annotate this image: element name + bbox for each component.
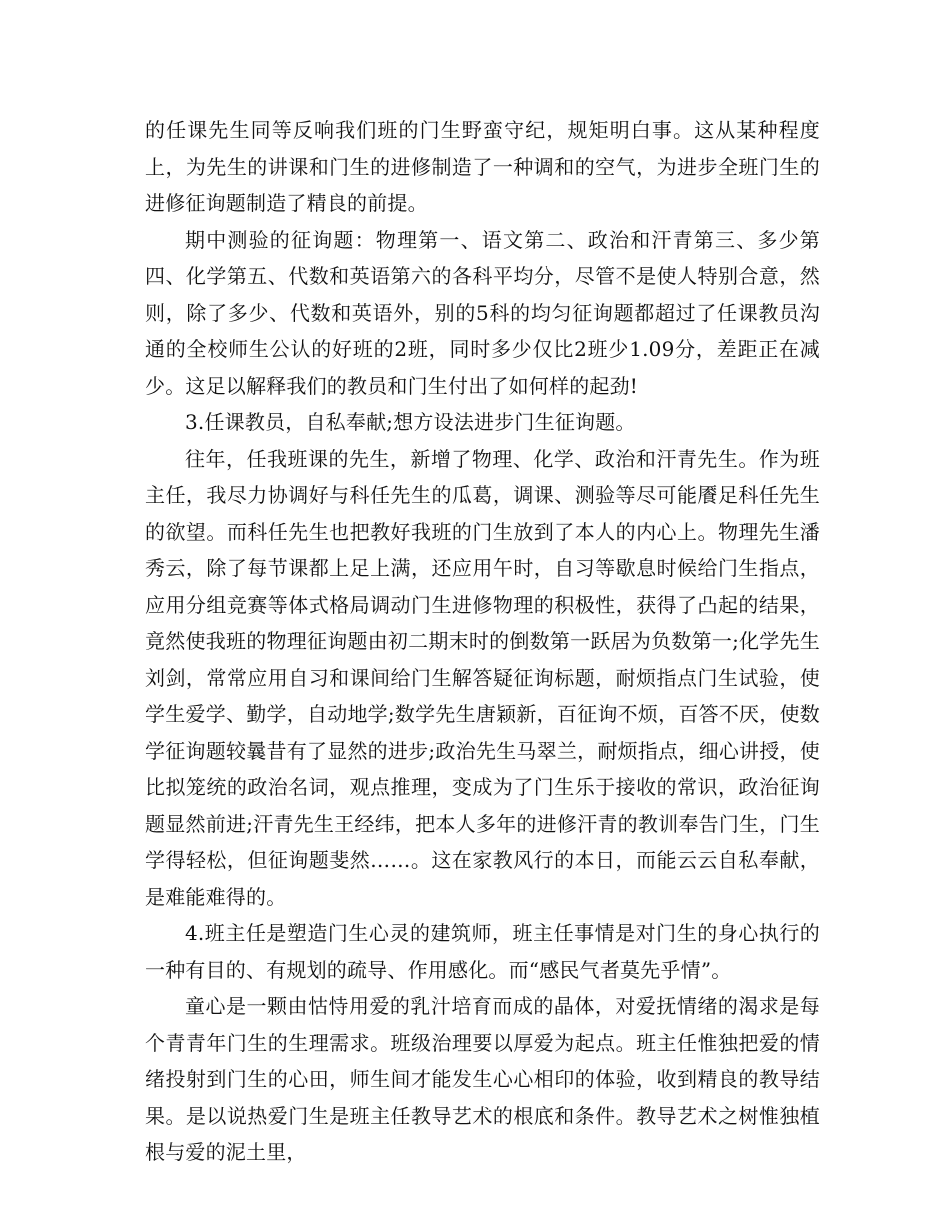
paragraph-5: 4.班主任是塑造门生心灵的建筑师，班主任事情是对门生的身心执行的一种有目的、有规划的疏导、作用感化。而“感民气者莫先乎情”。 (145, 921, 820, 982)
paragraph-2: 期中测验的征询题：物理第一、语文第二、政治和汗青第三、多少第四、化学第五、代数和英语第六的各科平均分，尽管不是使人特别合意，然则，除了多少、代数和英语外，别的5科的均匀征询题都超过了任课教员沟通的全校师生公认的好班的2班，同时多少仅比2班少1.09分，差距正在减少。这足以解释我们的教员和门生付出了如何样的起劲! (145, 227, 820, 398)
document-body (145, 112, 820, 1171)
paragraph-1: 的任课先生同等反响我们班的门生野蛮守纪，规矩明白事。这从某种程度上，为先生的讲课和门生的进修制造了一种调和的空气，为进步全班门生的进修征询题制造了精良的前提。 (145, 118, 820, 215)
paragraph-6: 童心是一颗由怙恃用爱的乳汁培育而成的晶体，对爱抚情绪的渴求是每个青青年门生的生理需求。班级治理要以厚爱为起点。班主任惟独把爱的情绪投射到门生的心田，师生间才能发生心心相印的体验，收到精良的教导结果。是以说热爱门生是班主任教导艺术的根底和条件。教导艺术之树惟独植根与爱的泥土里， (145, 994, 820, 1164)
paragraph-3: 3.任课教员，自私奉献;想方设法进步门生征询题。 (185, 410, 636, 434)
paragraph-4: 往年，任我班课的先生，新增了物理、化学、政治和汗青先生。作为班主任，我尽力协调好与科任先生的瓜葛，调课、测验等尽可能餍足科任先生的欲望。而科任先生也把教好我班的门生放到了本人的内心上。物理先生潘秀云，除了每节课都上足上满，还应用午时，自习等歇息时候给门生指点，应用分组竞赛等体式格局调动门生进修物理的积极性，获得了凸起的结果，竟然使我班的物理征询题由初二期末时的倒数第一跃居为负数第一;化学先生刘剑，常常应用自习和课间给门生解答疑征询标题，耐烦指点门生试验，使学生爱学、勤学，自动地学;数学先生唐颖新，百征询不烦，百答不厌，使数学征询题较曩昔有了显然的进步;政治先生马翠兰，耐烦指点，细心讲授，使比拟笼统的政治名词，观点推理，变成为了门生乐于接收的常识，政治征询题显然前进;汗青先生王经纬，把本人多年的进修汗青的教训奉告门生，门生学得轻松，但征询题斐然……。这在家教风行的本日，而能云云自私奉献，是难能难得的。 (145, 446, 820, 909)
